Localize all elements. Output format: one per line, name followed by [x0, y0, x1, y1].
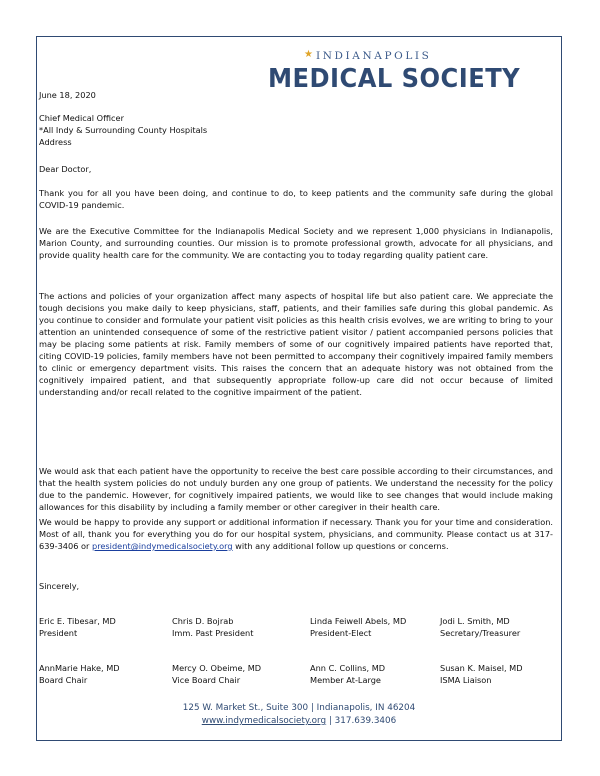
letter-date: June 18, 2020 — [39, 90, 96, 100]
recipient-line: *All Indy & Surrounding County Hospitals — [39, 125, 208, 135]
footer-contact — [36, 715, 562, 728]
signatory-name: Eric E. Tibesar, MD — [39, 616, 116, 626]
recipient-block — [39, 112, 207, 148]
email-link[interactable]: president@indymedicalsociety.org — [92, 541, 233, 551]
footer-address: 125 W. Market St., Suite 300 | Indianapolis, IN 46204 — [182, 703, 416, 713]
signatory-name: Chris D. Bojrab — [172, 616, 234, 626]
signatory-title: ISMA Liaison — [440, 675, 492, 685]
recipient-line: Chief Medical Officer — [39, 113, 124, 123]
paragraph-5-text-end: with any additional follow up questions or concerns. — [232, 541, 449, 551]
society-logo — [268, 50, 530, 106]
paragraph-1: Thank you for all you have been doing, and continue to do, to keep patients and the community safe during the global COVID-19 pandemic. — [39, 188, 553, 210]
signatory — [310, 662, 385, 686]
paragraph-2: We are the Executive Committee for the Indianapolis Medical Society and we represent 1,000 physicians in Indianapolis, Marion County, and surrounding counties. Our mission is to promote professional growth, advocate for all physicians, and provide quality health care for the community. We are contacting you to today regarding quality patient care. — [39, 226, 553, 260]
signatory-name: Ann C. Collins, MD — [310, 663, 386, 673]
signatory-name: Susan K. Maisel, MD — [440, 663, 523, 673]
signatory-title: Imm. Past President — [172, 628, 254, 638]
signatory — [172, 615, 253, 639]
recipient-line: Address — [39, 137, 72, 147]
paragraph-3: The actions and policies of your organization affect many aspects of hospital life but also patient care. We appreciate the tough decisions you make daily to keep physicians, staff, patients, and their families safe during this global pandemic. As you continue to consider and formulate your patient visit policies as this health crisis evolves, we are writing to bring to your attention an unintended consequence of some of the restrictive patient visitor / patient accompanied persons policies that may be placing some patients at risk. Family members of some of our cognitively impaired patients have reported that, citing COVID-19 policies, family members have not been permitted to accompany their cognitively impaired family members to clinic or emergency department visits. This raises the concern that an adequate history was not obtained from the cognitively impaired patient, and that subsequently appropriate follow-up care did not occur because of limited understanding and/or recall related to the cognitive impairment of the patient. — [39, 291, 553, 397]
signatory — [440, 662, 523, 686]
signatory-name: AnnMarie Hake, MD — [39, 663, 120, 673]
signatory-title: Member At-Large — [310, 675, 381, 685]
signatory-name: Jodi L. Smith, MD — [440, 616, 510, 626]
signatory-title: President-Elect — [310, 628, 372, 638]
paragraph-5-text: We would be happy to provide any support or additional information if necessary. Thank you for your time and consideration. Most of all, thank you for everything you do for our hospital system, physicians, and community. Please contact us at 317-639-3406 or — [39, 517, 553, 551]
logo-top-text: INDIANAPOLIS — [316, 50, 432, 62]
salutation: Dear Doctor, — [39, 164, 92, 174]
signatory — [39, 662, 120, 686]
signatory-title: President — [39, 628, 78, 638]
logo-main-text: MEDICAL SOCIETY — [268, 64, 521, 94]
signatory-title: Vice Board Chair — [172, 675, 241, 685]
signatory — [440, 615, 520, 639]
signatory-title: Board Chair — [39, 675, 88, 685]
signatory-name: Mercy O. Obeime, MD — [172, 663, 262, 673]
paragraph-4: We would ask that each patient have the opportunity to receive the best care possible according to their circumstances, and that the health system policies do not unduly burden any one group of patients. We understand the necessity for the policy due to the pandemic. However, for cognitively impaired patients, we would like to see changes that would include making allowances for this disability by including a family member or other caregiver in their health care. — [39, 466, 553, 512]
closing: Sincerely, — [39, 581, 80, 591]
website-link[interactable]: www.indymedicalsociety.org — [201, 716, 327, 726]
signatory-title: Secretary/Treasurer — [440, 628, 521, 638]
star-icon: ★ — [304, 49, 313, 60]
signatory — [310, 615, 406, 639]
signatory — [172, 662, 261, 686]
paragraph-5 — [39, 516, 553, 552]
footer-phone: | 317.639.3406 — [326, 716, 397, 726]
signatory-name: Linda Feiwell Abels, MD — [310, 616, 407, 626]
letterhead-footer — [36, 702, 562, 728]
signatory — [39, 615, 116, 639]
